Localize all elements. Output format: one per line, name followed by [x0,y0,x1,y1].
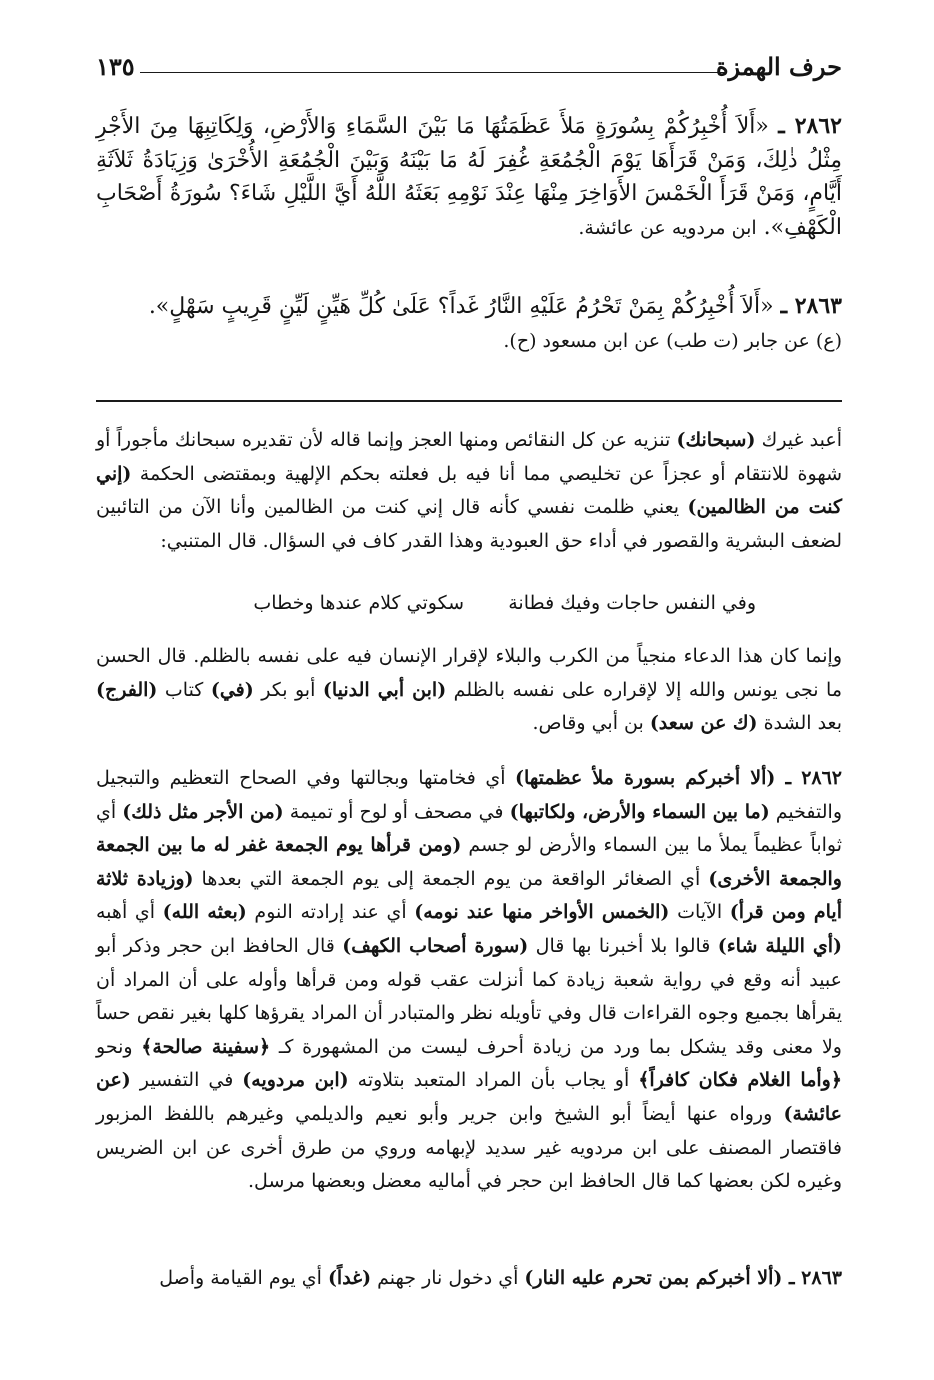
text-segment: يعني ظلمت نفسي كأنه قال إني كنت من الظالمين وأنا الآن من التائبين لضعف البشرية والقصور في أداء حق العبودية وهذا القدر كاف في السؤال. قال المتنبي: [96,496,842,552]
quoted-phrase: (عن عائشة) [96,1069,842,1125]
quoted-phrase: (أي الليلة شاء) [717,934,842,957]
text-segment: أي عند إرادته النوم [246,901,415,924]
quoted-phrase: (في) [210,678,254,701]
text-segment: قالوا بلا أخبرنا بها قال [528,934,718,957]
hadith-source: (ع) عن جابر (ت طب) عن ابن مسعود (ح). [503,329,842,352]
text-segment: أي ثواباً عظيماً يملأ ما بين السماء والأرض لو جسم [96,800,842,857]
quoted-phrase: (وزيادة ثلاثة أيام ومن قرأ) [96,867,843,924]
quran-quote: ﴿وأما الغلام فكان كافراً﴾ [638,1069,842,1092]
hadith-text: «أَلاَ أُخْبِرُكُمْ بِمَنْ تَحْرُمُ عَلَيْهِ النَّارُ غَداً؟ عَلَىٰ كُلِّ هَيِّنٍ لَيِّنٍ قَرِيبٍ سَهْلٍ». [148,294,774,319]
text-segment: أي الصغائر الواقعة من يوم الجمعة إلى يوم الجمعة التي بعدها [193,867,709,890]
text-segment: قال الحافظ ابن حجر وذكر أبو عبيد أنه وقع في رواية شعبة زيادة كما أنزلت عقب قوله ومن قرأها وأوله على أن المراد أن يقرأها بجميع وجوه القراءات قال وفي تأويله نظر والمتبادر أن المراد يقرؤها كلها بغير نقص حساً ولا معنى وقد يشكل بما ورد من زيادة أحرف ليست من المشهورة كـ [96,934,842,1058]
commentary-paragraph-3 [96,762,842,1199]
text-segment: أبو بكر [253,678,323,701]
quoted-phrase: (ومن قرأها يوم الجمعة غفر له ما بين الجمعة والجمعة الأخرى) [96,834,842,890]
hadith-number: ٢٨٦٢ ـ [778,113,842,139]
hadith-2862 [96,110,842,245]
commentary-paragraph-2 [96,640,842,741]
commentary-paragraph-4 [96,1262,842,1296]
poetry-verse [96,592,842,626]
quoted-phrase: (سورة أصحاب الكهف) [342,934,529,957]
text-segment: أي أهبه [96,901,163,924]
text-segment: أي يوم القيامة وأصل [159,1267,328,1289]
hadith-number: ٢٨٦٣ ـ [780,293,842,319]
text-segment: أي دخول نار جهنم [371,1267,525,1289]
quoted-phrase: (ابن أبي الدنيا) [322,678,447,701]
quoted-phrase: (ألا أخبركم بسورة ملأ عظمتها) [515,767,776,789]
text-segment: بعد الشدة [757,712,842,735]
text-segment: وإنما كان هذا الدعاء منجياً من الكرب والبلاء لإقرار الإنسان فيه على نفسه بالظلم. قال الحسن ما نجى يونس والله إلا لإقراره على نفسه بالظلم [96,645,842,701]
text-segment: أو يجاب بأن المراد المتعبد بتلاوته [348,1069,639,1092]
text-segment: في التفسير [130,1069,243,1092]
text-segment: تنزيه عن كل النقائص ومنها العجز وإنما قاله لأن تقديره سبحانك مأجوراً أو شهوة للانتقام أو عجزاً عن تخليصي مما أنا فيه بل فعلته بحكم الإلهية وبمقتضى الحكمة [96,429,842,485]
quoted-phrase: (ابن مردويه) [242,1069,349,1092]
commentary-paragraph-1 [96,424,842,558]
page-number: ١٣٥ [96,52,135,81]
quoted-phrase: (الفرج) [96,678,158,701]
text-segment: كتاب [157,678,211,701]
quoted-phrase: (غداً) [327,1267,372,1289]
commentary-number: ٢٨٦٢ ـ [775,767,843,789]
text-segment: أي فخامتها وبجالتها وفي الصحاح التعظيم والتبجيل والتفخيم [96,767,842,823]
footnote-separator [96,400,842,402]
quoted-phrase: (إني كنت من الظالمين) [96,462,843,519]
commentary-number: ٢٨٦٣ ـ [782,1267,842,1289]
quoted-phrase: (الخمس الأواخر منها عند نومه) [414,901,670,924]
quoted-phrase: (ما بين السماء والأرض، ولكاتبها) [509,800,770,823]
running-header [96,48,842,88]
quoted-phrase: (ألا أخبركم بمن تحرم عليه النار) [524,1267,783,1289]
quran-quote: ﴿سفينة صالحة﴾ [141,1035,271,1058]
text-segment: بن أبي وقاص. [532,712,650,735]
text-segment: أعبد غيرك [755,429,842,451]
chapter-title: حرف الهمزة [715,52,842,81]
poem-hemistich-first: وفي النفس حاجات وفيك فطانة [508,592,756,614]
hadith-2863 [96,290,842,358]
quoted-phrase: (ك عن سعد) [649,712,758,735]
text-segment: الآيات [669,901,730,924]
poem-hemistich-second: سكوتي كلام عندها وخطاب [253,592,464,614]
text-segment: ونحو [96,1035,142,1058]
quoted-phrase: (بعثه الله) [162,901,247,924]
quoted-phrase: (من الأجر مثل ذلك) [122,800,284,823]
hadith-text: «أَلاَ أُخْبِرُكُمْ بِسُورَةٍ مَلأَ عَظَمَتُهَا مَا بَيْنَ السَّمَاءِ وَالأَرْضِ، وَلِكَاتِبِهَا مِنَ الأَجْرِ مِثْلُ ذٰلِكَ، وَمَنْ قَرَأَهَا يَوْمَ الْجُمُعَةِ غُفِرَ لَهُ مَا بَيْنَهُ وَبَيْنَ الْجُمُعَةِ الأُخْرَىٰ وَزِيَادَةُ ثَلاَثَةِ أَيَّامٍ، وَمَنْ قَرَأَ الْخَمْسَ الأَوَاخِرَ مِنْهَا عِنْدَ نَوْمِهِ بَعَثَهُ اللَّهُ أَيَّ اللَّيْلِ شَاءَ؟ سُورَةُ أَصْحَابِ الْكَهْفِ». [96,114,842,240]
text-segment: ورواه عنها أيضاً أبو الشيخ وابن جرير وأبو نعيم والديلمي وغيرهم باللفظ المزبور فاقتصار المصنف على ابن مردويه غير سديد لإبهامه وروي من طرق أخرى عن ابن الضريس وغيره لكن بعضها كما قال الحافظ ابن حجر في أماليه معضل وبعضها مرسل. [96,1102,842,1193]
header-rule [140,72,726,73]
quoted-phrase: (سبحانك) [676,429,756,451]
text-segment: في مصحف أو لوح أو تميمة [283,800,510,823]
hadith-source: ابن مردويه عن عائشة. [578,216,757,239]
